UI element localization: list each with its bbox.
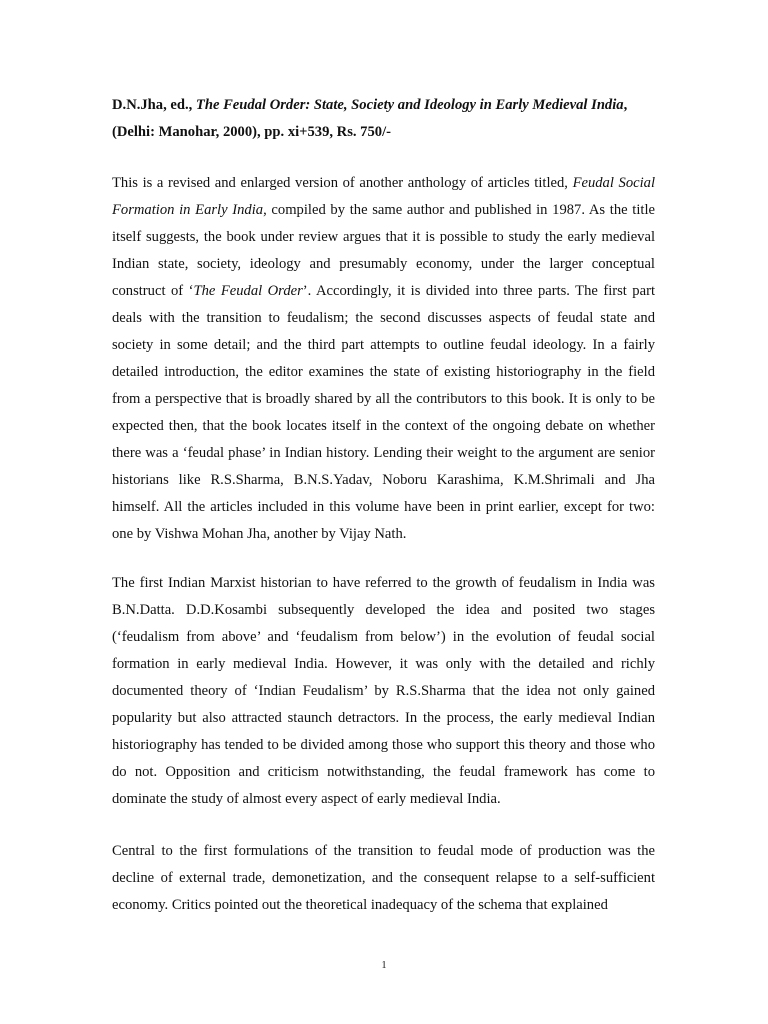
citation-author: D.N.Jha, ed., (112, 97, 196, 113)
paragraph-1 (112, 170, 655, 548)
paragraph-3: Central to the first formulations of the transition to feudal mode of production was the decline of external trade, demonetization, and the consequent relapse to a self-sufficient economy. Critics pointed out the theoretical inadequacy of the schema that explained (112, 843, 655, 913)
citation-publication: (Delhi: Manohar, 2000), pp. xi+539, Rs. 750/- (112, 124, 391, 140)
paragraph-2: The first Indian Marxist historian to have referred to the growth of feudalism in India was B.N.Datta. D.D.Kosambi subsequently developed the idea and posited two stages (‘feudalism from above’ and ‘feudalism from below’) in the evolution of feudal social formation in early medieval India. However, it was only with the detailed and richly documented theory of ‘Indian Feudalism’ by R.S.Sharma that the idea not only gained popularity but also attracted staunch detractors. In the process, the early medieval Indian historiography has tended to be divided among those who support this theory and those who do not. Opposition and criticism notwithstanding, the feudal framework has come to dominate the study of almost every aspect of early medieval India. (112, 575, 655, 807)
paragraph-1-text-b: , compiled by the same author and published in 1987. As the title itself suggests, the book under review argues that it is possible to study the early medieval Indian state, society, ideology and presumably economy, under the larger conceptual construct of ‘ (112, 202, 655, 299)
citation-title: The Feudal Order: State, Society and Ideology in Early Medieval India (195, 97, 624, 113)
citation-line-1 (112, 92, 655, 119)
paragraph-1-construct-title: The Feudal Order (193, 283, 303, 299)
paragraph-1-text-c: ’. Accordingly, it is divided into three parts. The first part deals with the transition to feudalism; the second discusses aspects of feudal state and society in some detail; and the third part attempts to outline feudal ideology. In a fairly detailed introduction, the editor examines the state of existing historiography in the field from a perspective that is broadly shared by all the contributors to this book. It is only to be expected then, that the book locates itself in the context of the ongoing debate on whether there was a ‘feudal phase’ in Indian history. Lending their weight to the argument are senior historians like R.S.Sharma, B.N.S.Yadav, Noboru Karashima, K.M.Shrimali and Jha himself. All the articles included in this volume have been in print earlier, except for two: one by Vishwa Mohan Jha, another by Vijay Nath. (112, 283, 655, 542)
citation-heading (112, 92, 655, 146)
citation-title-end: , (623, 97, 628, 113)
paragraph-1-book-title: Feudal Social Formation in Early India (112, 175, 655, 218)
page-number: 1 (381, 960, 387, 971)
paragraph-1-text-a: This is a revised and enlarged version of another anthology of articles titled, (112, 175, 573, 191)
